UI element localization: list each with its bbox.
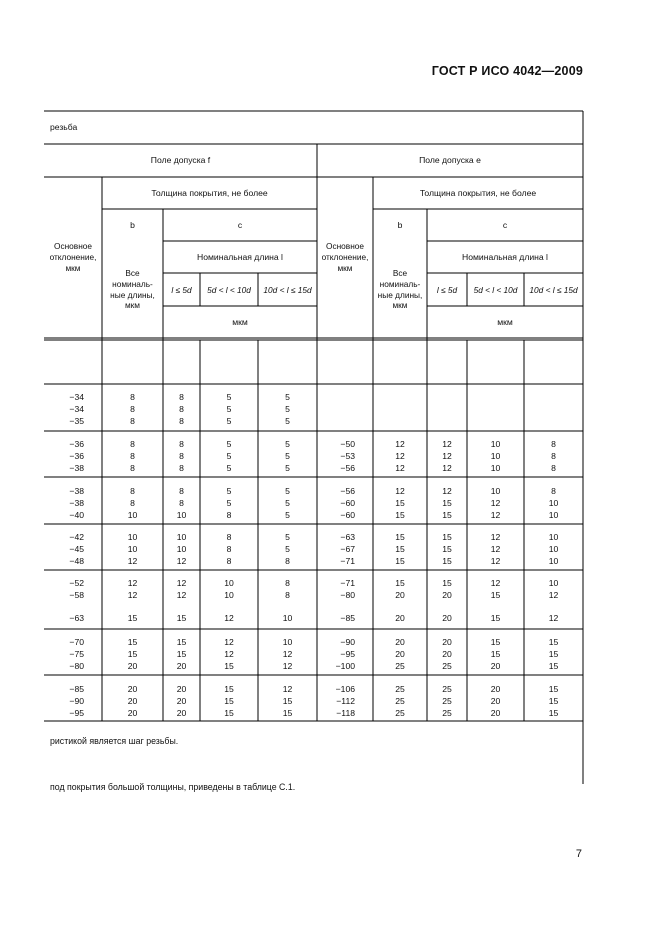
all-lengths-header-e: Все номиналь- ные длины, мкм [377,268,423,311]
table-cell-c2-e: 12 12 12 [490,532,501,566]
table-cell-c1-e [427,392,467,416]
table-cell-c1-e: 12 15 15 [442,486,452,520]
table-cell-dev-e: −56 −60 −60 [340,486,355,520]
table-cell-c2-f: 8 8 8 [226,532,232,566]
table-cell-dev-e: −71 −80 −85 [340,578,355,624]
unit-label: мкм [232,317,248,327]
table-cell-dev-f: −38 −38 −40 [69,486,84,520]
table-cell-c2-e: 15 15 20 [490,637,501,671]
table-cell-c1-f: 20 20 20 [176,684,187,718]
col-c-header: c [237,220,243,230]
length-range-2-e: 5d < l < 10d [473,285,518,295]
col-b-header: b [130,220,135,230]
table-cell-c2-f: 12 12 15 [224,637,234,671]
coating-thickness-header-e: Толщина покрытия, не более [419,188,537,198]
table-cell-c2-f: 5 5 5 [226,439,232,473]
table-cell-b-e: 25 25 25 [395,684,405,718]
table-cell-dev-f: −34 −34 −35 [69,392,84,426]
table-cell-dev-f: −52 −58 −63 [69,578,84,624]
table-cell-b-e [373,392,427,416]
length-range-1: l ≤ 5d [171,285,192,295]
table-cell-dev-f: −85 −90 −95 [69,684,84,718]
table-cell-b-f: 8 8 10 [127,486,138,520]
table-cell-c3-f: 5 5 5 [285,439,290,473]
table-cell-dev-f: −70 −75 −80 [69,637,84,671]
table-cell-c2-f: 15 15 15 [224,684,234,718]
table-cell-c3-f: 5 5 8 [285,532,290,566]
table-note-1: ристикой является шаг резьбы. [50,736,179,746]
unit-label-e: мкм [497,317,513,327]
length-range-1-e: l ≤ 5d [436,285,458,295]
table-cell-b-f: 12 12 15 [127,578,138,624]
table-cell-c1-f: 8 8 10 [176,486,187,520]
basic-deviation-header: Основное отклонение, мкм [49,241,97,273]
table-cell-c3-e: 10 10 10 [548,532,559,566]
table-cell-c3-e: 15 15 15 [548,684,559,718]
field-f-heading: Поле допуска f [150,155,211,165]
table-cell-c2-e [467,392,524,416]
table-cell-c3-f: 8 8 10 [282,578,293,624]
table-cell-c3-f: 5 5 5 [285,392,290,426]
table-cell-b-e: 15 20 20 [395,578,405,624]
table-cell-c2-e: 10 12 12 [490,486,501,520]
table-cell-c3-e: 8 8 8 [551,439,556,473]
table-cell-c2-e: 10 10 10 [490,439,501,473]
table-cell-c2-f: 10 10 12 [224,578,234,624]
table-cell-c1-f: 10 10 12 [176,532,187,566]
table-cell-b-f: 8 8 8 [130,392,135,426]
table-cell-c3-e [524,392,583,416]
table-cell-b-f: 10 10 12 [127,532,138,566]
table-cell-c3-e: 8 10 10 [548,486,559,520]
basic-deviation-header-e: Основное отклонение, мкм [321,241,369,273]
table-cell-c3-f: 12 15 15 [282,684,293,718]
table-cell-c1-e: 20 20 25 [442,637,452,671]
table-cell-c1-f: 8 8 8 [179,392,184,426]
table-cell-c2-e: 12 15 15 [490,578,501,624]
length-range-2: 5d < l < 10d [207,285,251,295]
table-cell-c1-f: 12 12 15 [176,578,187,624]
table-cell-c3-e: 15 15 15 [548,637,559,671]
col-b-header-e: b [397,220,403,230]
table-cell-dev-e: −63 −67 −71 [340,532,355,566]
table-cell-dev-e: −90 −95 −100 [335,637,355,671]
table-cell-c3-f: 5 5 5 [285,486,290,520]
table-caption: резьба [50,122,78,132]
table-cell-dev-f: −36 −36 −38 [69,439,84,473]
page-number: 7 [575,848,582,860]
nominal-length-header: Номинальная длина l [197,252,283,262]
table-cell-c1-e: 15 15 15 [442,532,452,566]
document-code: ГОСТ Р ИСО 4042—2009 [431,64,583,78]
table-cell-c2-e: 20 20 20 [490,684,501,718]
table-cell-c2-f: 5 5 5 [226,392,232,426]
col-c-header-e: c [502,220,508,230]
table-cell-b-f: 20 20 20 [127,684,138,718]
coating-thickness-header: Толщина покрытия, не более [151,188,268,198]
table-cell-dev-e: −50 −53 −56 [340,439,355,473]
length-range-3-e: 10d < l ≤ 15d [529,285,578,295]
nominal-length-header-e: Номинальная длина l [462,252,548,262]
field-e-heading: Поле допуска е [419,155,481,165]
table-cell-dev-e: −106 −112 −118 [335,684,355,718]
table-cell-c1-e: 15 20 20 [442,578,452,624]
table-cell-c1-e: 25 25 25 [442,684,452,718]
table-cell-c1-e: 12 12 12 [442,439,452,473]
table-cell-b-f: 15 15 20 [127,637,138,671]
table-cell-b-e: 12 15 15 [395,486,405,520]
all-lengths-header: Все номиналь- ные длины, мкм [110,268,155,311]
table-cell-c3-e: 10 12 12 [548,578,559,624]
table-cell-b-e: 12 12 12 [395,439,405,473]
table-note-2: под покрытия большой толщины, приведены в таблице С.1. [50,782,296,792]
table-cell-c2-f: 5 5 8 [226,486,232,520]
table-cell-dev-f: −42 −45 −48 [69,532,84,566]
table-cell-c1-f: 8 8 8 [179,439,184,473]
length-range-3: 10d < l ≤ 15d [263,285,312,295]
table-cell-dev-e [317,392,355,416]
table-cell-b-e: 15 15 15 [395,532,405,566]
table-cell-b-e: 20 20 25 [395,637,405,671]
table-cell-b-f: 8 8 8 [130,439,135,473]
table-cell-c3-f: 10 12 12 [282,637,293,671]
table-cell-c1-f: 15 15 20 [176,637,187,671]
